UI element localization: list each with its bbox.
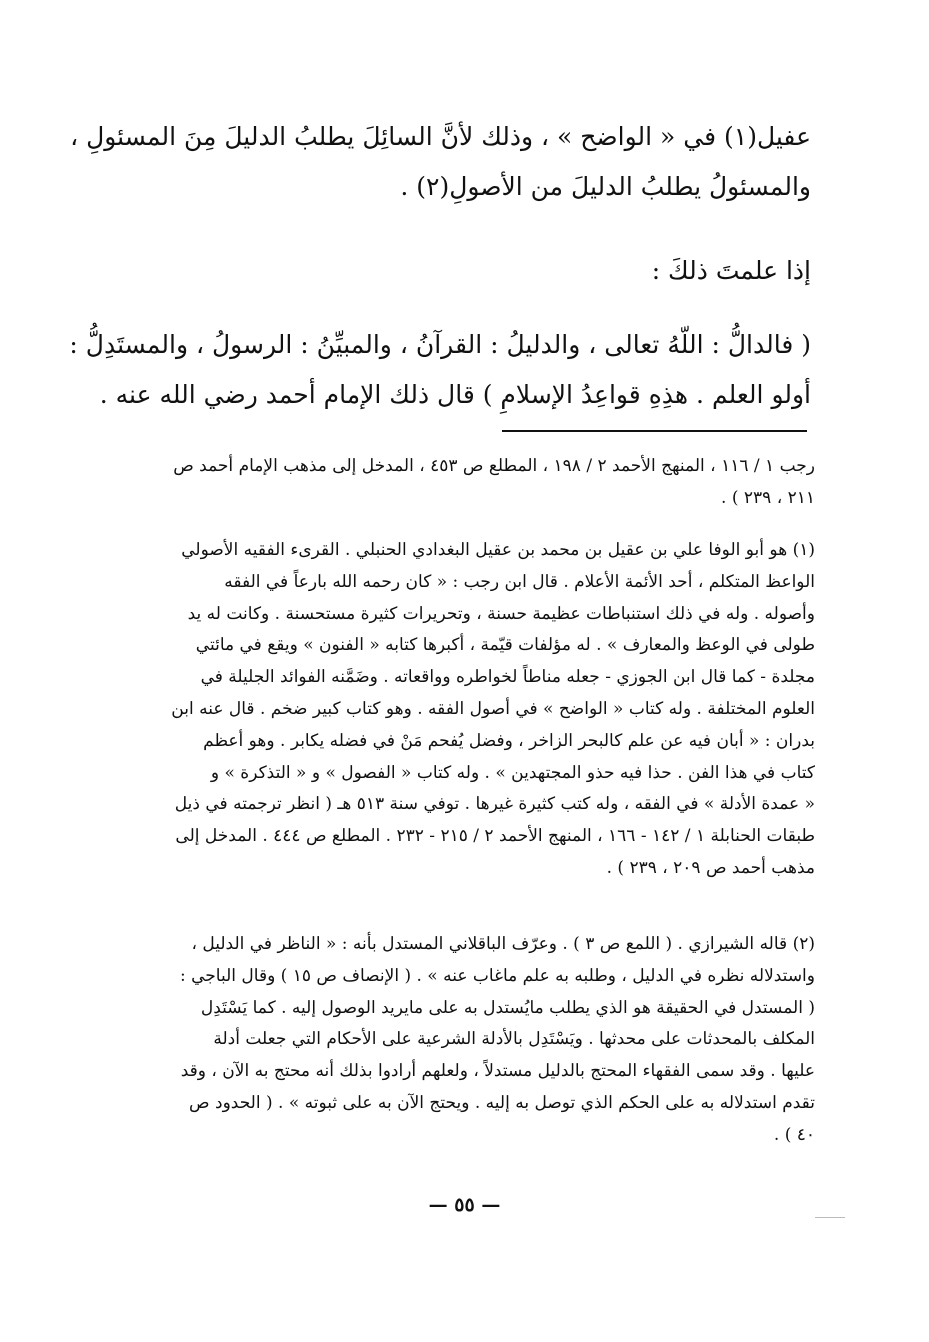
footnote-text: قاله الشيرازي . ( اللمع ص ٣ ) . وعرّف الباقلاني المستدل بأنه : « الناظر في الدليل ،	[191, 934, 788, 954]
footnote-2	[180, 929, 815, 1152]
footnote-line: بدران : « أبان فيه عن علم كالبحر الزاخر ، وفضل يُفحم مَنْ في فضله يكابر . وهو أعظم	[203, 730, 815, 751]
footnote-line	[171, 535, 815, 567]
footnote-line: العلوم المختلفة . وله كتاب « الواضح » في أصول الفقه . وهو كتاب كبير ضخم . قال عنه ابن	[171, 698, 815, 719]
text-line: والمسئولُ يطلبُ الدليلَ من الأصولِ(٢) .	[400, 172, 811, 201]
text-line: أولو العلم . هذِهِ قواعِدُ الإسلامِ ) قال ذلك الإمام أحمد رضي الله عنه .	[99, 380, 811, 409]
footnote-line: رجب ١ / ١١٦ ، المنهج الأحمد ٢ / ١٩٨ ، المطلع ص ٤٥٣ ، المدخل إلى مذهب الإمام أحمد ص	[173, 456, 815, 476]
footnote-number: (١)	[792, 540, 815, 560]
footnote-line: ( المستدل في الحقيقة هو الذي يطلب مايُستدل به على مايريد الوصول إليه . كما يَسْتَدِل	[200, 997, 815, 1018]
main-paragraph-1	[70, 112, 811, 212]
footnote-text: هو أبو الوفا علي بن عقيل بن محمد بن عقيل البغدادي الحنبلي . القرىء الفقيه الأصولي	[181, 540, 788, 560]
main-paragraph-3	[69, 320, 811, 420]
scan-artifact	[815, 1217, 845, 1218]
footnote-number: (٢)	[792, 934, 815, 954]
footnote-continuation	[173, 451, 815, 515]
main-paragraph-2	[652, 246, 811, 296]
text-line: إذا علمتَ ذلكَ :	[651, 256, 811, 285]
text-line: ( فالدالُّ : اللّهُ تعالى ، والدليلُ : القرآنُ ، والمبيِّنُ : الرسولُ ، والمستَدِلُّ :	[69, 330, 811, 359]
footnote-line: واستدلاله نظره في الدليل ، وطلبه به علم ماغاب عنه » . ( الإنصاف ص ١٥ ) وقال الباجي :	[179, 965, 815, 986]
footnote-line: المكلف بالمحدثات على محدثها . ويَسْتَدِل بالأدلة الشرعية على الأحكام التي جعلت أدلة	[213, 1029, 815, 1050]
footnote-line: وأصوله . وله في ذلك استنباطات عظيمة حسنة ، وتحريرات كثيرة مستحسنة . وكانت له يد	[187, 603, 815, 624]
footnote-line: مذهب أحمد ص ٢٠٩ ، ٢٣٩ ) .	[606, 857, 815, 878]
footnote-line: « عمدة الأدلة » في الفقه ، وله كتب كثيرة غيرها . توفي سنة ٥١٣ هـ ( انظر ترجمته في ذيل	[174, 794, 815, 815]
footnote-line: كتاب في هذا الفن . حذا فيه حذو المجتهدين » . وله كتاب « الفصول » و « التذكرة » و	[210, 762, 815, 783]
footnote-line: طولى في الوعظ والمعارف » . له مؤلفات قيّمة ، أكبرها كتابه « الفنون » ويقع في مائتي	[195, 635, 815, 656]
footnote-line: طبقات الحنابلة ١ / ١٤٢ - ١٦٦ ، المنهج الأحمد ٢ / ٢١٥ - ٢٣٢ . المطلع ص ٤٤٤ . المدخل إلى	[175, 826, 815, 847]
footnote-separator	[502, 430, 807, 432]
footnote-line: تقدم استدلاله به على الحكم الذي توصل به إليه . ويحتج الآن به على ثبوته » . ( الحدود ص	[189, 1092, 815, 1113]
footnote-1	[171, 535, 815, 885]
footnote-line	[180, 929, 815, 961]
footnote-line: ٢١١ ، ٢٣٩ ) .	[721, 487, 815, 508]
page-number: — ٥٥ —	[428, 1194, 501, 1216]
footnote-line: مجلدة - كما قال ابن الجوزي - جعله مناطاً لخواطره وواقعاته . وضَمَّنه الفوائد الجليلة في	[200, 667, 815, 688]
text-line: عفيل(١) في « الواضح » ، وذلك لأنَّ السائِلَ يطلبُ الدليلَ مِنَ المسئولِ ،	[70, 122, 811, 151]
footnote-line: ٤٠ ) .	[773, 1124, 815, 1145]
footnote-line: عليها . وقد سمى الفقهاء المحتج بالدليل مستدلاً ، ولعلهم أرادوا بذلك أنه محتج به الآن ، وقد	[180, 1061, 815, 1082]
footnote-line: الواعظ المتكلم ، أحد الأئمة الأعلام . قال ابن رجب : « كان رحمه الله بارعاً في الفقه	[224, 571, 815, 592]
